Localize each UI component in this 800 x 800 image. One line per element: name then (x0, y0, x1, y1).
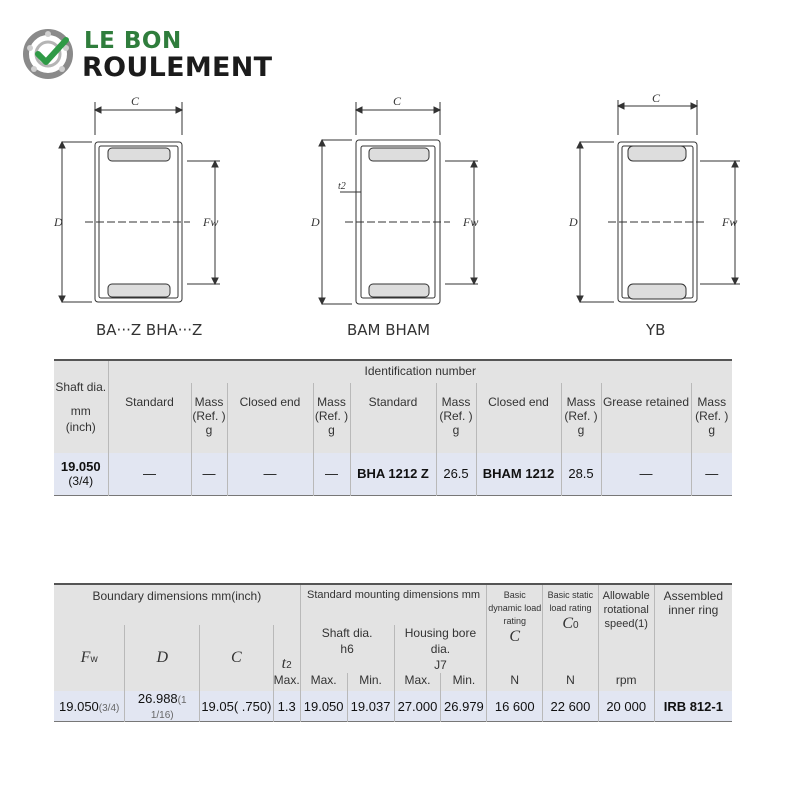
stat-unit: N (543, 673, 599, 691)
housing-header: Housing bore dia. J7 (394, 625, 487, 673)
identification-header: Identification number (108, 360, 732, 383)
t2-header: t2 (273, 625, 300, 673)
col-mass-4: Mass (Ref. ) g (561, 383, 601, 453)
cell-mass: 26.5 (436, 453, 476, 495)
dim-t2: t2 (338, 181, 346, 192)
d-header: D (125, 625, 200, 691)
housing-max-value: 27.000 (394, 691, 441, 722)
housing-max-header: Max. (394, 673, 441, 691)
shaft-value: 19.050 (3/4) (60, 458, 101, 488)
t2-max: Max. (273, 673, 300, 691)
shaft-max-header: Max. (300, 673, 347, 691)
fw-value: 19.050(3/4) (59, 698, 120, 714)
c-value: 19.05( .750) (200, 691, 274, 722)
c-header: C (200, 625, 274, 691)
dim-c-1: C (131, 94, 140, 108)
diagram-label-1: BA···Z BHA···Z (96, 321, 203, 339)
dim-fw-2: Fw (463, 215, 479, 229)
dim-fw-3: Fw (722, 215, 738, 229)
speed-unit: rpm (598, 673, 654, 691)
housing-min-header: Min. (441, 673, 487, 691)
col-standard-2: Standard (350, 383, 436, 453)
brand-line1: LE BON (84, 28, 182, 54)
dim-c-3: C (652, 91, 661, 105)
cell: — (313, 453, 350, 495)
static-load-header: Basic static load rating C0 (543, 584, 599, 673)
cell-mass: 28.5 (561, 453, 601, 495)
d-value: 26.988(1 1/16) (125, 691, 200, 722)
col-mass-3: Mass (Ref. ) g (436, 383, 476, 453)
brand-logo (22, 24, 302, 84)
col-mass-1: Mass (Ref. ) g (191, 383, 227, 453)
speed-header: Allowable rotational speed(1) (598, 584, 654, 673)
dim-c-2: C (393, 94, 402, 108)
technical-drawings (0, 90, 800, 345)
dyn-unit: N (487, 673, 543, 691)
speed-value: 20 000 (598, 691, 654, 722)
table-row (54, 691, 732, 722)
shaft-dia-header: Shaft dia. mm (inch) (55, 380, 107, 434)
dim-d-2: D (311, 215, 320, 229)
cell: — (227, 453, 313, 495)
dynamic-load-header: Basic dynamic load rating C (487, 584, 543, 673)
shaft-min-header: Min. (347, 673, 394, 691)
cell-bha: BHA 1212 Z (350, 453, 436, 495)
cell-bham: BHAM 1212 (476, 453, 561, 495)
col-grease-retained: Grease retained (601, 383, 691, 453)
dim-d-3: D (569, 215, 578, 229)
col-closed-end-2: Closed end (476, 383, 561, 453)
dim-d-1: D (54, 215, 63, 229)
shaft-min-value: 19.037 (347, 691, 394, 722)
col-mass-5: Mass (Ref. ) g (691, 383, 732, 453)
bearing-check-icon (22, 28, 74, 80)
brand-line2: ROULEMENT (82, 52, 273, 83)
boundary-header: Boundary dimensions mm(inch) (92, 589, 262, 603)
fw-header: Fw (80, 649, 98, 666)
diagram-ba-z (59, 102, 220, 302)
diagram-bam (319, 102, 478, 304)
identification-table (54, 359, 732, 496)
col-mass-2: Mass (Ref. ) g (313, 383, 350, 453)
inner-ring-header: Assembled inner ring (654, 584, 732, 673)
ring-unit-blank (654, 673, 732, 691)
cell: — (601, 453, 691, 495)
shaft-dia-header: Shaft dia. h6 (300, 625, 394, 673)
bearing-diagrams (0, 90, 800, 345)
stat-value: 22 600 (543, 691, 599, 722)
table-row (54, 453, 732, 495)
cell: — (108, 453, 191, 495)
diagram-yb (577, 100, 740, 302)
dimensions-table (54, 583, 732, 722)
diagram-label-3: YB (646, 321, 666, 339)
col-standard-1: Standard (108, 383, 191, 453)
cell: — (191, 453, 227, 495)
dim-fw-1: Fw (203, 215, 219, 229)
shaft-max-value: 19.050 (300, 691, 347, 722)
cell: — (691, 453, 732, 495)
diagram-label-2: BAM BHAM (347, 321, 431, 339)
ring-value: IRB 812-1 (654, 691, 732, 722)
t2-value: 1.3 (273, 691, 300, 722)
dyn-value: 16 600 (487, 691, 543, 722)
col-closed-end-1: Closed end (227, 383, 313, 453)
mounting-header: Standard mounting dimensions mm (300, 584, 487, 625)
housing-min-value: 26.979 (441, 691, 487, 722)
